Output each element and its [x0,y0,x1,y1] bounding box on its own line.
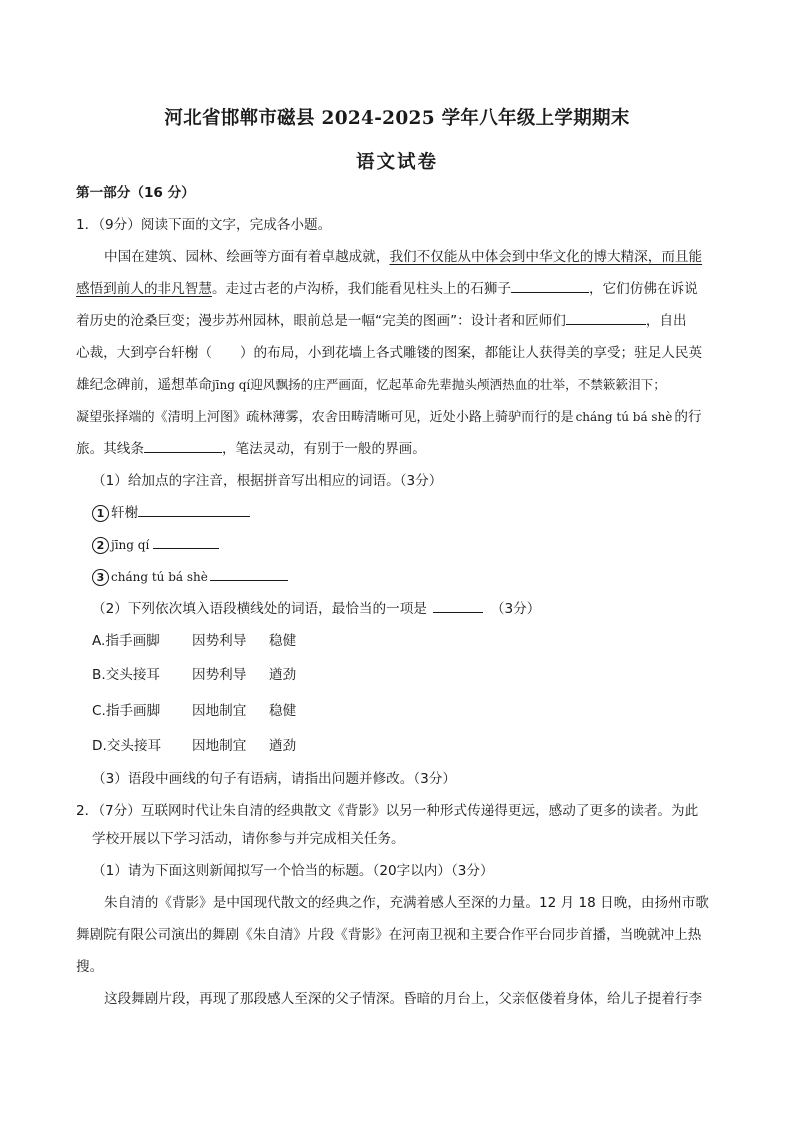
passage-line-4: 心裁，大到亭台轩榭（ ）的布局，小到花墙上各式雕镂的图案，都能让人获得美的享受；驻足人民英 [76,345,703,361]
option-c[interactable]: C.指手画脚 因地制宜 稳健 [92,703,297,719]
exam-title: 河北省邯郸市磁县 2024-2025 学年八年级上学期期末 [164,108,630,129]
q1-sub2-stem: （2）下列依次填入语段横线处的词语，最恰当的一项是 （3分） [92,601,541,617]
passage-line-6: 凝望张择端的《清明上河图》疏林薄雾，农舍田畴清晰可见，近处小路上骑驴而行的是 cháng tú bá shè 的行 [76,409,702,425]
q1-sub1-stem: （1）给加点的字注音，根据拼音写出相应的词语。（3分） [92,473,443,489]
q1-sub3-stem: （3）语段中画线的句子有语病，请指出问题并修改。（3分） [92,771,456,787]
circled-number-3: 3 [92,569,109,586]
choice-blank[interactable] [433,599,483,613]
option-b[interactable]: B.交头接耳 因势利导 遒劲 [92,667,297,683]
news-line-2: 舞剧院有限公司演出的舞剧《朱自清》片段《背影》在河南卫视和主要合作平台同步首播，当晚就冲上热 [76,927,702,943]
question-2-stem-line-2: 学校开展以下学习活动，请你参与并完成相关任务。 [92,831,405,847]
passage-line-2: 感悟到前人的非凡智慧。走过古老的卢沟桥，我们能看见柱头上的石狮子 ，它们仿佛在诉说 [76,281,698,297]
part-one-label: 第一部分（16 分） [76,185,195,201]
q1-sub1-item-2: 2 jīng qí [92,535,219,555]
q2-sub1-stem: （1）请为下面这则新闻拟写一个恰当的标题。（20字以内）（3分） [92,863,494,879]
underlined-sentence: 我们不仅能从中体会到中华文化的博大精深，而且能 [389,249,703,265]
underlined-sentence-end: 感悟到前人的非凡智慧 [76,281,212,297]
blank-1[interactable] [511,279,589,293]
passage-line-5: 雄纪念碑前，遥想革命jīng qí迎风飘扬的庄严画面，忆起革命先辈抛头颅洒热血的壮举，不禁簌簌泪下； [76,377,666,393]
pinyin-jingqi: jīng qí [211,378,251,392]
exam-subtitle: 语文试卷 [355,152,438,173]
answer-blank-1[interactable] [138,503,250,517]
question-1-stem: 1．（9分）阅读下面的文字，完成各小题。 [76,217,332,233]
answer-blank-3[interactable] [210,567,288,581]
option-a[interactable]: A.指手画脚 因势利导 稳健 [92,633,297,649]
pinyin-changtubashe: cháng tú bá shè [575,410,673,424]
answer-blank-2[interactable] [153,535,219,549]
circled-number-1: 1 [92,505,109,522]
option-d[interactable]: D.交头接耳 因地制宜 遒劲 [92,738,297,754]
question-2-stem-line-1: 2．（7分）互联网时代让朱自清的经典散文《背影》以另一种形式传递得更远，感动了更多的读者。为此 [76,803,699,819]
q1-sub1-item-3: 3 cháng tú bá shè [92,567,288,587]
passage-line-3: 着历史的沧桑巨变；漫步苏州园林，眼前总是一幅“完美的图画”：设计者和匠师们 ，自出 [76,313,687,329]
blank-3[interactable] [144,439,222,453]
circled-number-2: 2 [92,537,109,554]
q1-sub1-item-1: 1 轩榭 [92,503,250,523]
news-line-3: 搜。 [76,959,104,975]
passage-line-1: 中国在建筑、园林、绘画等方面有着卓越成就，我们不仅能从中体会到中华文化的博大精深，而且能 [104,249,703,265]
news-line-4: 这段舞剧片段，再现了那段感人至深的父子情深。昏暗的月台上，父亲伛偻着身体，给儿子提着行李 [104,991,703,1007]
blank-2[interactable] [566,311,646,325]
passage-line-7: 旅。其线条 ，笔法灵动，有别于一般的界画。 [76,441,426,457]
news-line-1: 朱自清的《背影》是中国现代散文的经典之作，充满着感人至深的力量。12 月 18 日晚，由扬州市歌 [104,895,709,911]
